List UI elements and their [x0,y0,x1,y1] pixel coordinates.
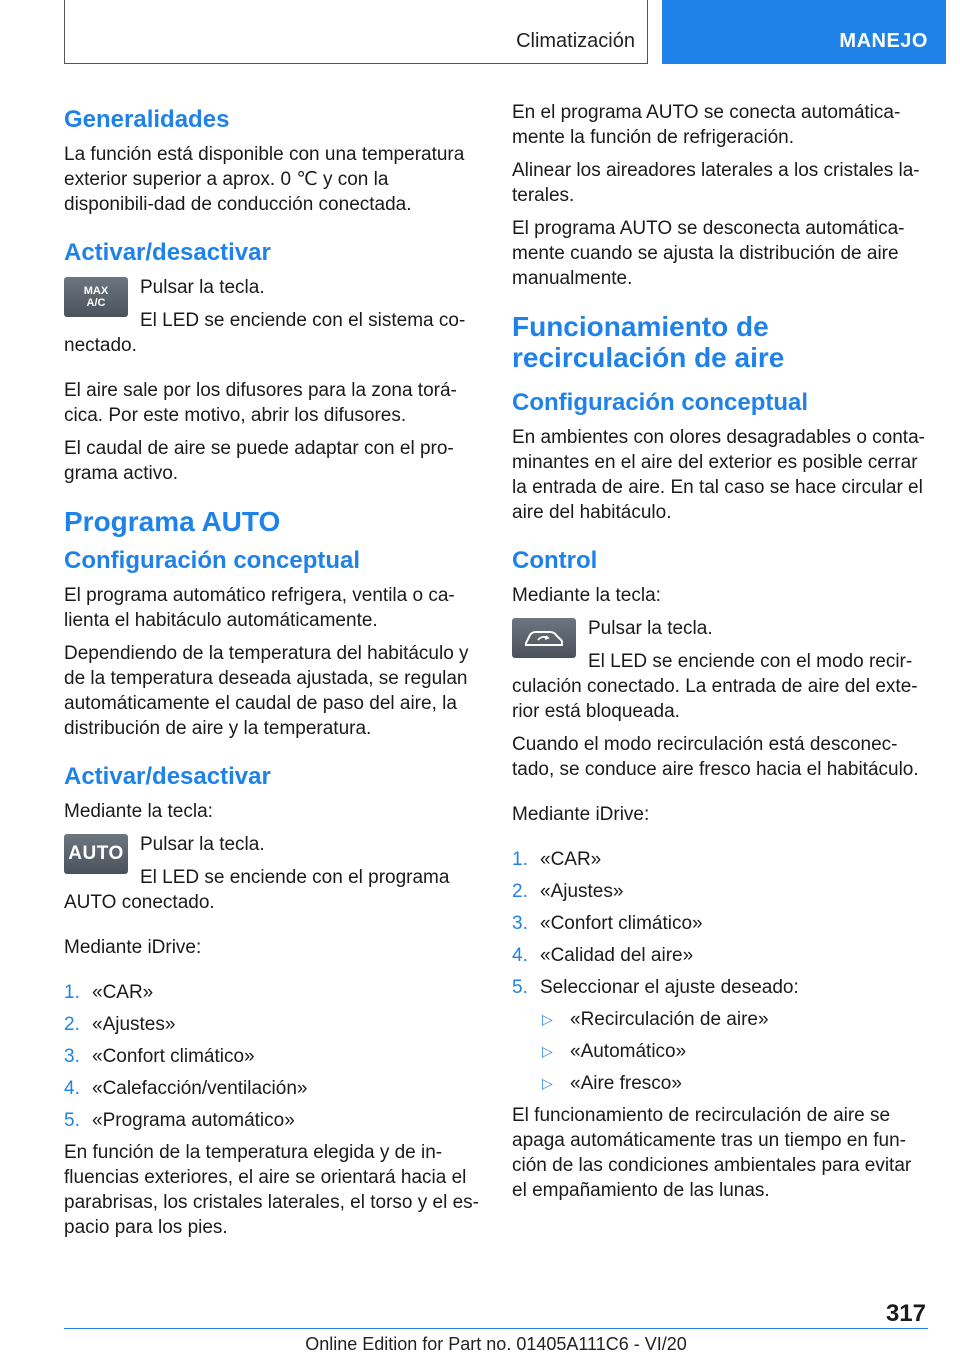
heading-activar-desactivar: Activar/desactivar [64,239,271,266]
paragraph-config-recirculacion: En ambientes con olores desagradables o conta‐minantes en el aire del exterior es posible cerrar la entrada de aire. En tal caso se hace circular el aire del habitáculo. [512,427,925,523]
heading-recirculacion: Funcionamiento de recirculación de aire [512,311,785,373]
paragraph-pulsar-tecla-auto: Pulsar la tecla. [140,834,265,855]
paragraph-aire-sale: El aire sale por los difusores para la zona torá‐cica. Por este motivo, abrir los difusores. [64,380,457,426]
list-item: 1. «CAR» [64,982,154,1003]
auto-key-label: AUTO [68,843,124,864]
paragraph-alinear: Alinear los aireadores laterales a los cristales la‐terales. [512,160,920,206]
paragraph-mediante-idrive-2: Mediante iDrive: [512,804,650,825]
recirculation-key-block [512,616,928,724]
paragraph-pulsar-tecla-recirc: Pulsar la tecla. [588,618,713,639]
list-item: 2. «Ajustes» [64,1014,176,1035]
list-item: 3. «Confort climático» [512,913,703,934]
list-item: 5. Seleccionar el ajuste deseado: [512,977,799,998]
section-title: Climatización [516,30,635,52]
paragraph-generalidades: La función está disponible con una temperatura exterior superior a aprox. 0 ℃ y con la disponibili‐dad de conducción conectada. [64,144,465,215]
list-item: ▷ «Automático» [542,1041,687,1062]
heading-control: Control [512,547,598,574]
list-item: 5. «Programa automático» [64,1110,295,1131]
max-ac-key-icon [64,277,128,317]
ajuste-options-list [512,1007,928,1096]
right-column [512,100,928,1211]
triangle-bullet-icon: ▷ [542,1011,553,1027]
paragraph-led-sistema: El LED se enciende con el sistema co‐nectado. [64,310,466,356]
max-ac-key-label: MAX A/C [83,285,109,309]
idrive-steps-list [64,980,480,1133]
paragraph-mediante-tecla-2: Mediante la tecla: [512,585,661,606]
paragraph-funcion-temperatura: En función de la temperatura elegida y de in‐fluencias exteriores, el aire se orientará hacia el parabrisas, los cristales laterales, el torso y el es‐pacio para los pies. [64,1142,479,1238]
paragraph-pulsar-tecla: Pulsar la tecla. [140,277,265,298]
heading-configuracion-conceptual: Configuración conceptual [64,547,361,574]
triangle-bullet-icon: ▷ [542,1075,553,1091]
paragraph-caudal: El caudal de aire se puede adaptar con el pro‐grama activo. [64,438,454,484]
paragraph-config-b: Dependiendo de la temperatura del habitáculo y de la temperatura deseada ajustada, se regulan automáticamente el caudal de paso del aire, la distribución de aire y la temperatura. [64,643,469,739]
list-item: ▷ «Aire fresco» [542,1073,682,1094]
footer-edition: Online Edition for Part no. 01405A111C6 - VI/20 [305,1334,687,1354]
paragraph-auto-conecta: En el programa AUTO se conecta automática‐mente la función de refrigeración. [512,102,901,148]
paragraph-desconectado: Cuando el modo recirculación está desconec‐tado, se conduce aire fresco hacia el habitáculo. [512,734,919,780]
idrive-steps-list-2 [512,847,928,1000]
header-section-box [64,0,648,64]
paragraph-led-auto: El LED se enciende con el programa AUTO conectado. [64,867,450,913]
triangle-bullet-icon: ▷ [542,1043,553,1059]
list-item: 1. «CAR» [512,849,602,870]
heading-configuracion-conceptual-2: Configuración conceptual [512,389,809,416]
paragraph-mediante-tecla: Mediante la tecla: [64,801,213,822]
car-recirculation-icon [522,625,566,651]
list-item: 3. «Confort climático» [64,1046,255,1067]
left-column [64,100,480,1248]
list-item: ▷ «Recirculación de aire» [542,1009,769,1030]
list-item: 4. «Calefacción/ventilación» [64,1078,308,1099]
max-ac-key-block [64,275,480,358]
heading-activar-desactivar-auto: Activar/desactivar [64,763,271,790]
recirculation-key-icon [512,618,576,658]
paragraph-led-recirculacion: El LED se enciende con el modo recir‐culación conectado. La entrada de aire del exte‐rior está bloqueada. [512,651,918,722]
list-item: 4. «Calidad del aire» [512,945,694,966]
page-number: 317 [885,1300,926,1327]
paragraph-config-a: El programa automático refrigera, ventila o ca‐lienta el habitáculo automáticamente. [64,585,455,631]
auto-key-icon [64,834,128,874]
paragraph-auto-desconecta: El programa AUTO se desconecta automática‐mente cuando se ajusta la distribución de aire manualmente. [512,218,905,289]
paragraph-funcionamiento-recirculacion: El funcionamiento de recirculación de aire se apaga automáticamente tras un tiempo en fun‐ción de las condiciones ambientales para evitar el empañamiento de las lunas. [512,1105,912,1201]
list-item: 2. «Ajustes» [512,881,624,902]
header-chapter-tab [662,0,946,64]
footer-divider [64,1328,928,1329]
heading-programa-auto: Programa AUTO [64,506,281,537]
heading-generalidades: Generalidades [64,106,230,133]
paragraph-mediante-idrive: Mediante iDrive: [64,937,202,958]
auto-key-block [64,832,480,915]
chapter-title: MANEJO [839,30,928,52]
